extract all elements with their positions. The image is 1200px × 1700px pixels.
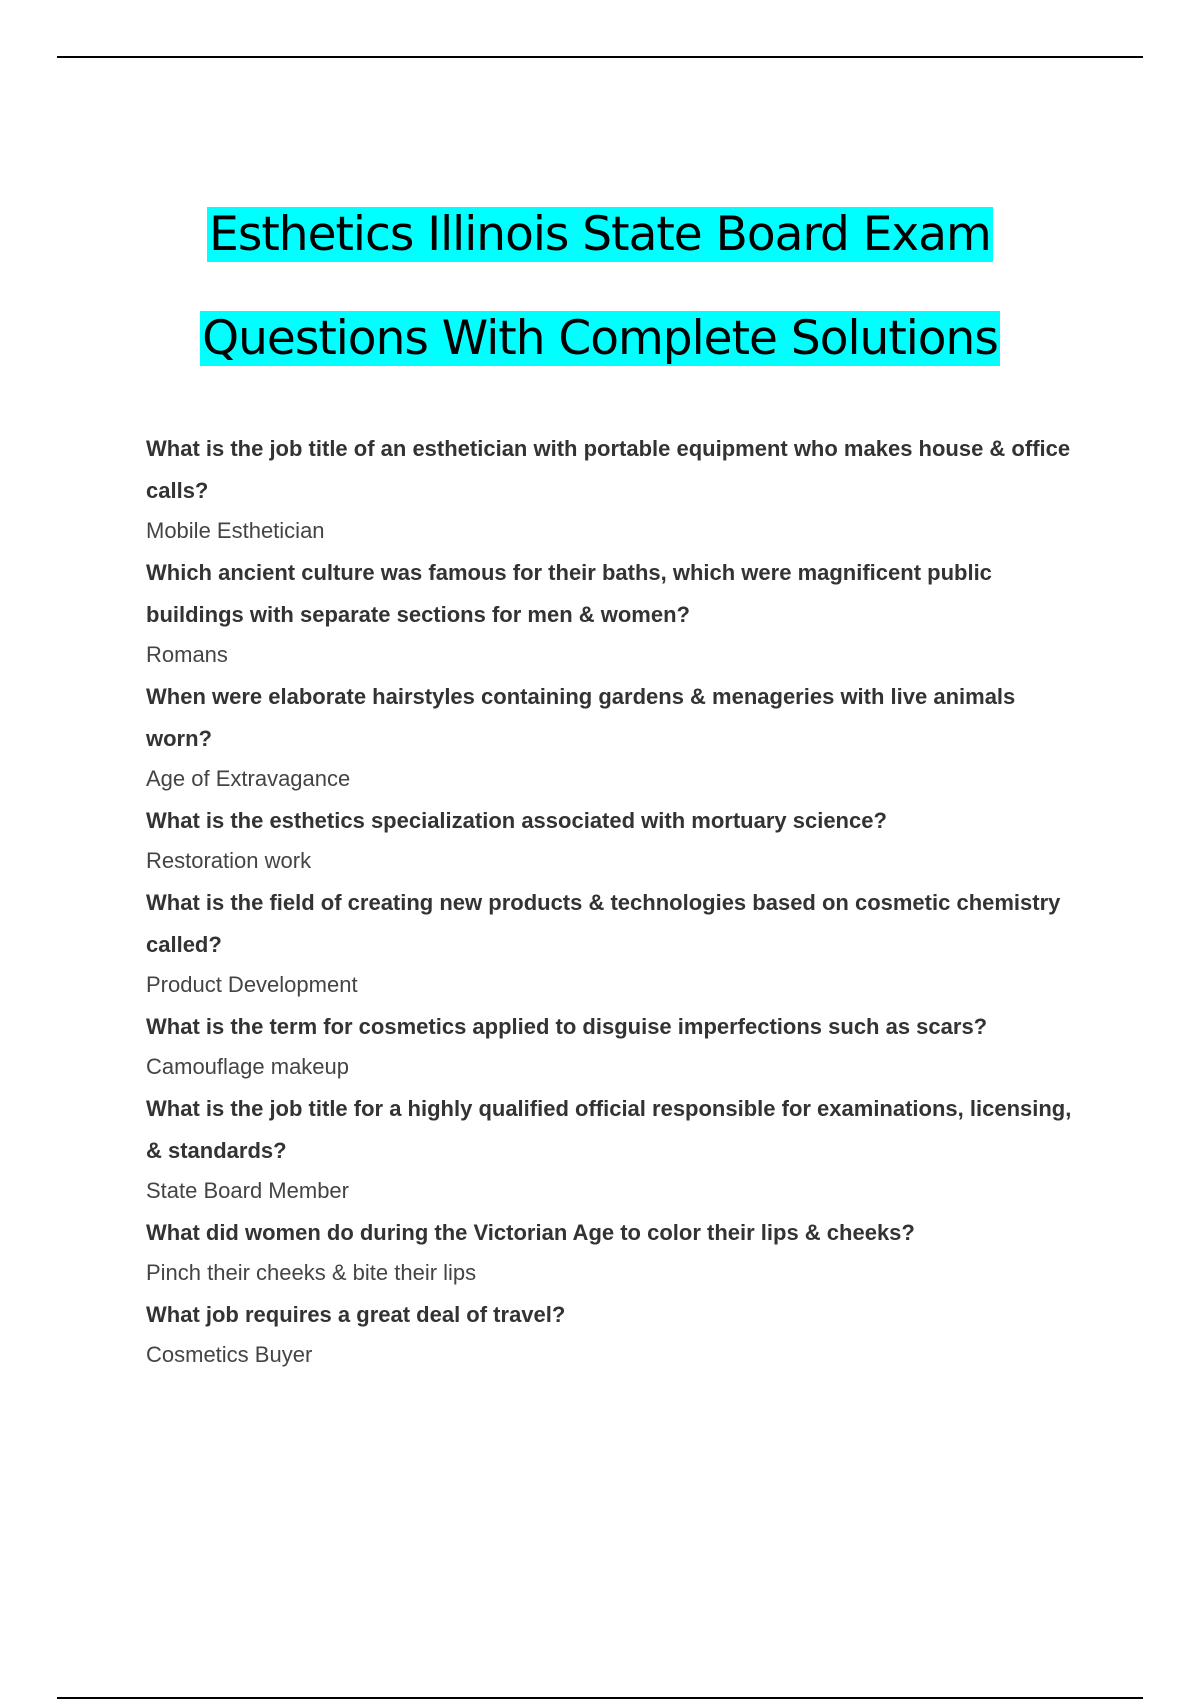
answer-7: State Board Member bbox=[146, 1178, 349, 1203]
question-2: Which ancient culture was famous for their baths, which were magnificent public buildings with separate sections for men & women? bbox=[146, 560, 992, 627]
answer-8: Pinch their cheeks & bite their lips bbox=[146, 1260, 477, 1285]
question-7: What is the job title for a highly qualified official responsible for examinations, licensing, & standards? bbox=[146, 1096, 1072, 1163]
qa-list bbox=[146, 428, 1086, 1376]
title-line-1-text: Esthetics Illinois State Board Exam bbox=[209, 207, 991, 262]
title-line-2-text: Questions With Complete Solutions bbox=[202, 311, 998, 366]
answer-5: Product Development bbox=[146, 972, 358, 997]
top-rule bbox=[57, 56, 1143, 58]
answer-2: Romans bbox=[146, 642, 228, 667]
bottom-rule bbox=[57, 1697, 1143, 1699]
question-4: What is the esthetics specialization associated with mortuary science? bbox=[146, 808, 887, 833]
answer-3: Age of Extravagance bbox=[146, 766, 351, 791]
answer-9: Cosmetics Buyer bbox=[146, 1342, 313, 1367]
question-5: What is the field of creating new products & technologies based on cosmetic chemistry called? bbox=[146, 890, 1061, 957]
answer-4: Restoration work bbox=[146, 848, 312, 873]
question-1: What is the job title of an esthetician with portable equipment who makes house & office calls? bbox=[146, 436, 1071, 503]
question-8: What did women do during the Victorian Age to color their lips & cheeks? bbox=[146, 1220, 915, 1245]
question-3: When were elaborate hairstyles containing gardens & menageries with live animals worn? bbox=[146, 684, 1016, 751]
question-9: What job requires a great deal of travel? bbox=[146, 1302, 566, 1327]
title-line-1 bbox=[0, 183, 1200, 287]
answer-6: Camouflage makeup bbox=[146, 1054, 350, 1079]
answer-1: Mobile Esthetician bbox=[146, 518, 325, 543]
document-title bbox=[0, 183, 1200, 391]
title-line-2 bbox=[0, 287, 1200, 391]
question-6: What is the term for cosmetics applied to disguise imperfections such as scars? bbox=[146, 1014, 988, 1039]
